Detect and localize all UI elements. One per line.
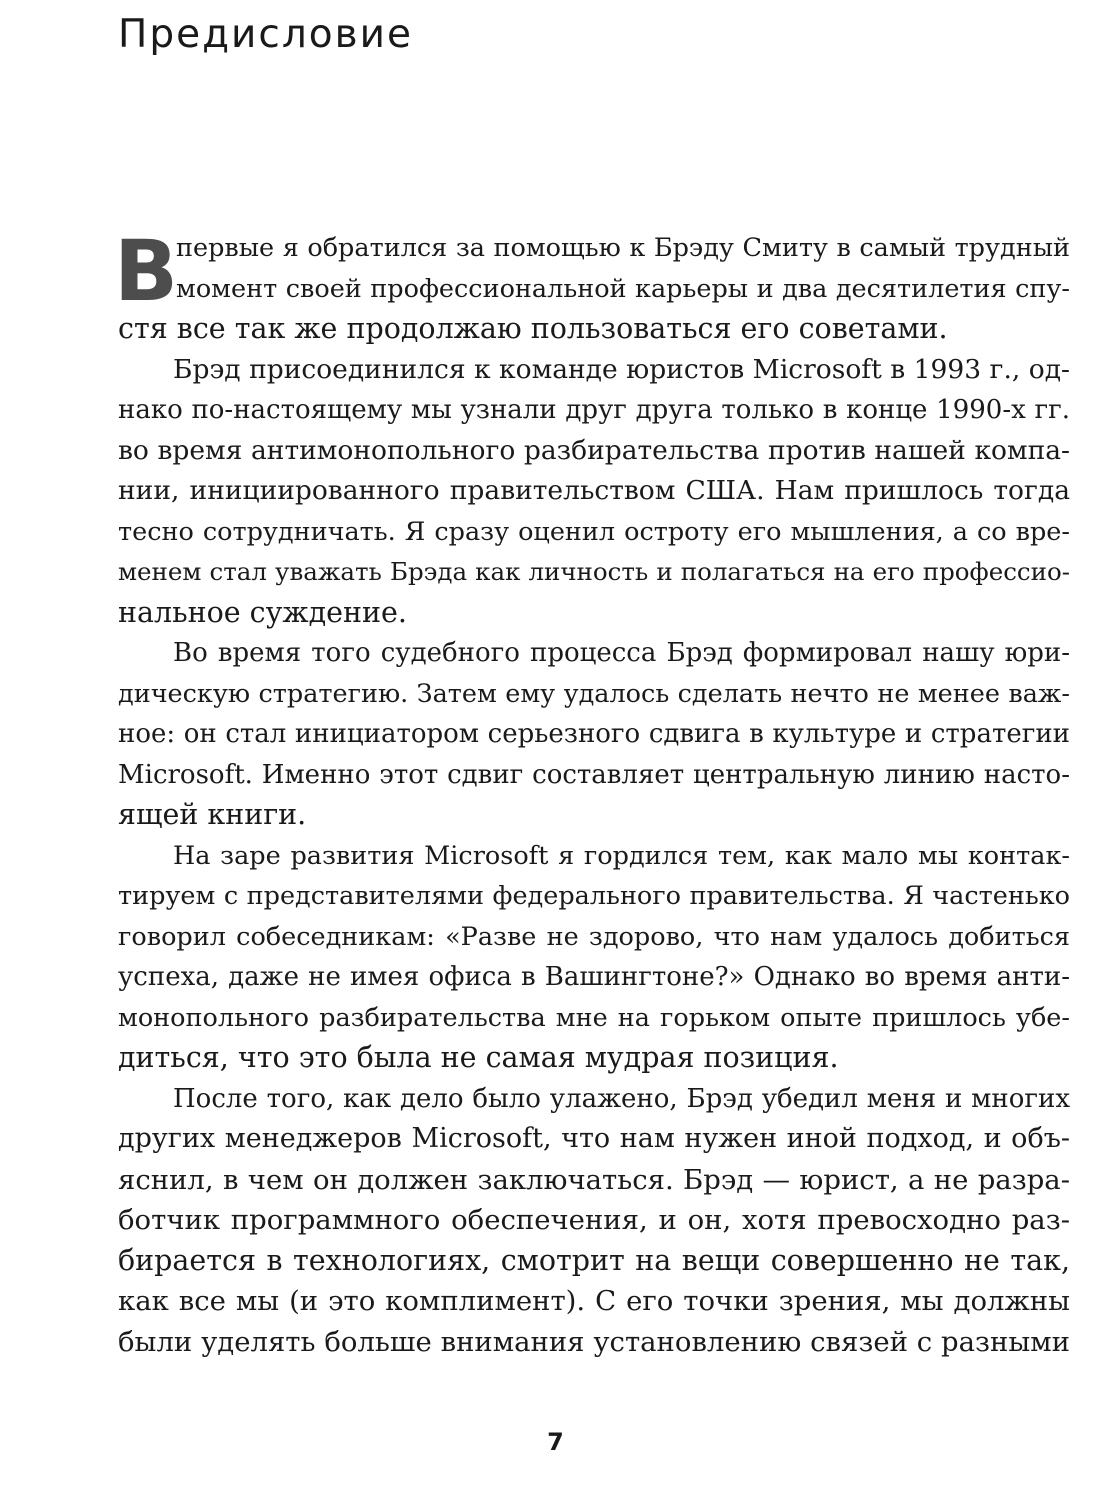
chapter-title: Предисловие	[118, 12, 413, 57]
body-text	[114, 222, 1070, 1362]
text-line: Microsoft. Именно этот сдвиг составляет центральную линию насто-	[118, 759, 1070, 790]
text-line: ное: он стал инициатором серьезного сдвига в культуре и стратегии	[118, 719, 1070, 749]
text-line: первые я обратился за помощью к Брэду Смиту в самый трудный	[176, 233, 1070, 263]
text-line: Во время того судебного процесса Брэд формировал нашу юри-	[173, 638, 1070, 668]
text-line: нако по-настоящему мы узнали друг друга только в конце 1990-х гг.	[118, 395, 1070, 425]
text-line: говорил собеседникам: «Разве не здорово, что нам удалось добиться	[118, 921, 1070, 952]
text-line: диться, что это была не самая мудрая позиция.	[118, 1041, 839, 1074]
text-line: После того, как дело было улажено, Брэд убедил меня и многих	[173, 1083, 1070, 1114]
text-line: успеха, даже не имея офиса в Вашингтоне?» Однако во время анти-	[118, 962, 1070, 992]
text-line: бирается в технологиях, смотрит на вещи совершенно не так,	[118, 1243, 1070, 1277]
text-line: На заре развития Microsoft я гордился тем, как мало мы контак-	[173, 840, 1070, 871]
text-line: других менеджеров Microsoft, что нам нужен иной подход, и объ-	[118, 1123, 1070, 1154]
drop-cap: В	[114, 222, 179, 320]
text-line: ящей книги.	[118, 798, 307, 831]
page-number: 7	[547, 1428, 564, 1456]
text-line: нальное суждение.	[118, 595, 407, 629]
text-line: дическую стратегию. Затем ему удалось сделать нечто не менее важ-	[118, 678, 1070, 709]
text-line: как все мы (и это комплимент). С его точки зрения, мы должны	[118, 1285, 1070, 1317]
text-line: тируем с представителями федерального правительства. Я частенько	[118, 881, 1070, 911]
text-line: нии, инициированного правительством США. Нам пришлось тогда	[118, 475, 1070, 506]
text-line: монопольного разбирательства мне на горьком опыте пришлось убе-	[118, 1002, 1070, 1033]
text-line: во время антимонопольного разбирательства против нашей компа-	[118, 434, 1070, 466]
text-line: яснил, в чем он должен заключаться. Брэд — юрист, а не разра-	[118, 1163, 1070, 1196]
text-line: ботчик программного обеспечения, и он, хотя превосходно раз-	[118, 1204, 1070, 1236]
text-line: были уделять больше внимания установлению связей с разными	[118, 1325, 1070, 1358]
text-line: менем стал уважать Брэда как личность и полагаться на его профессио-	[118, 557, 1070, 586]
text-line: тесно сотрудничать. Я сразу оценил остроту его мышления, а со вре-	[118, 516, 1070, 547]
text-line: стя все так же продолжаю пользоваться его советами.	[118, 312, 948, 345]
text-line: Брэд присоединился к команде юристов Microsoft в 1993 г., од-	[173, 353, 1070, 385]
text-line: момент своей профессиональной карьеры и два десятилетия спу-	[176, 273, 1070, 304]
